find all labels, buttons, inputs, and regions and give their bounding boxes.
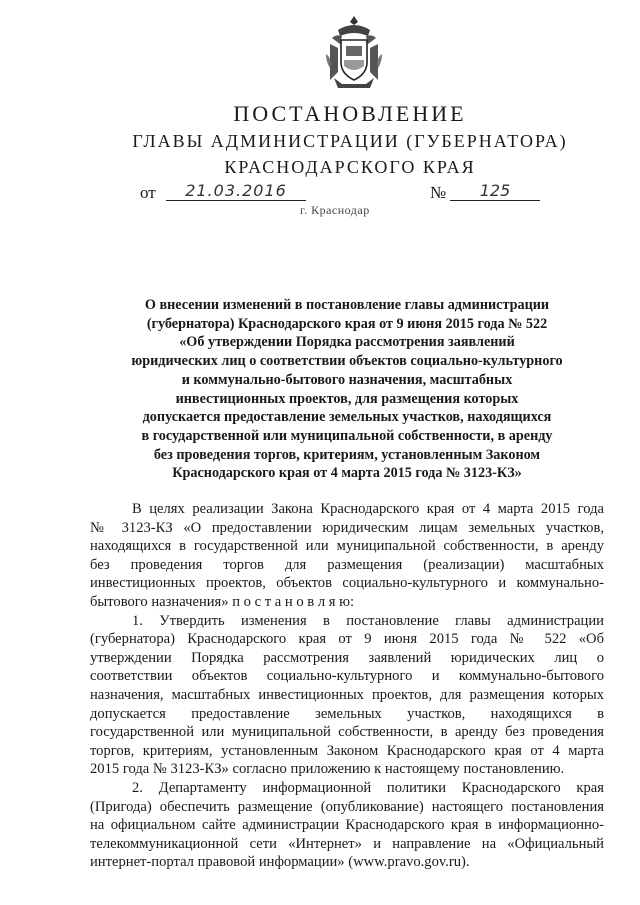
body-line: № 3123-КЗ «О предоставлении юридическим лицам земельных участков, [90, 519, 604, 536]
body-line: бытового назначения» п о с т а н о в л я ю: [90, 593, 355, 610]
body-line: интернет-портал правовой информации» (www.pravo.gov.ru). [90, 854, 470, 871]
issuer-heading-line2: КРАСНОДАРСКОГО КРАЯ [224, 157, 476, 177]
body-line: назначения, масштабных инвестиционных проектов, для размещения которых [90, 686, 604, 703]
body-line: на официальном сайте администрации Краснодарского края в информационно- [90, 817, 604, 834]
document-type-heading: ПОСТАНОВЛЕНИЕ [233, 101, 467, 126]
body-line: государственной или муниципальной собственности, в аренду без проведения [90, 724, 604, 741]
body-line: (Пригода) обеспечить размещение (опубликование) настоящего постановления [90, 798, 604, 815]
issuer-heading-line1: ГЛАВЫ АДМИНИСТРАЦИИ (ГУБЕРНАТОРА) [132, 131, 568, 151]
title-line: в государственной или муниципальной собственности, в аренду [141, 427, 553, 444]
coat-of-arms-emblem [324, 14, 384, 92]
title-line: юридических лиц о соответствии объектов социально-культурного [131, 353, 563, 370]
body-line: телекоммуникационной сети «Интернет» и направление на «Официальный [90, 835, 604, 852]
title-line: (губернатора) Краснодарского края от 9 июня 2015 года № 522 [146, 315, 548, 332]
city-label: г. Краснодар [300, 203, 370, 217]
body-line: В целях реализации Закона Краснодарского края от 4 марта 2015 года [132, 501, 604, 517]
body-line: соответствии объектов социально-культурного и коммунально-бытового [90, 668, 604, 685]
body-line: 2. Департаменту информационной политики Краснодарского края [132, 779, 604, 796]
body-line: инвестиционных проектов, объектов социально-культурного и коммунально- [90, 575, 604, 592]
body-line: без проведения торгов для размещения (реализации) масштабных [90, 556, 604, 573]
body-line: торгов, критериям, установленным Законом Краснодарского края от 4 марта [90, 742, 604, 759]
title-line: допускается предоставление земельных участков, находящихся [142, 409, 552, 426]
resolution-body [90, 500, 604, 872]
body-line: 1. Утвердить изменения в постановление главы администрации [132, 612, 604, 629]
title-line: без проведения торгов, критериям, установленным Законом [153, 446, 541, 463]
title-line: О внесении изменений в постановление главы администрации [144, 297, 550, 313]
body-line: (губернатора) Краснодарского края от 9 июня 2015 года № 522 «Об [90, 631, 604, 648]
date-value: 21.03.2016 [166, 181, 306, 201]
body-line: допускается предоставление земельных участков, находящихся в [90, 705, 604, 722]
title-line: Краснодарского края от 4 марта 2015 года № 3123-КЗ» [172, 465, 522, 482]
number-label: № [430, 183, 447, 202]
body-line: 2015 года № 3123-КЗ» согласно приложению к настоящему постановлению. [90, 761, 565, 778]
title-line: и коммунально-бытового назначения, масштабных [181, 371, 513, 388]
body-line: находящихся в государственной или муниципальной собственности, в аренду [90, 538, 604, 555]
body-line: утверждении Порядка рассмотрения заявлений юридических лиц о [90, 649, 604, 666]
title-line: инвестиционных проектов, для размещения которых [175, 390, 519, 407]
number-value: 125 [450, 181, 540, 201]
title-line: «Об утверждении Порядка рассмотрения заявлений [179, 334, 515, 351]
date-label: от [140, 183, 156, 202]
resolution-title [112, 296, 582, 483]
